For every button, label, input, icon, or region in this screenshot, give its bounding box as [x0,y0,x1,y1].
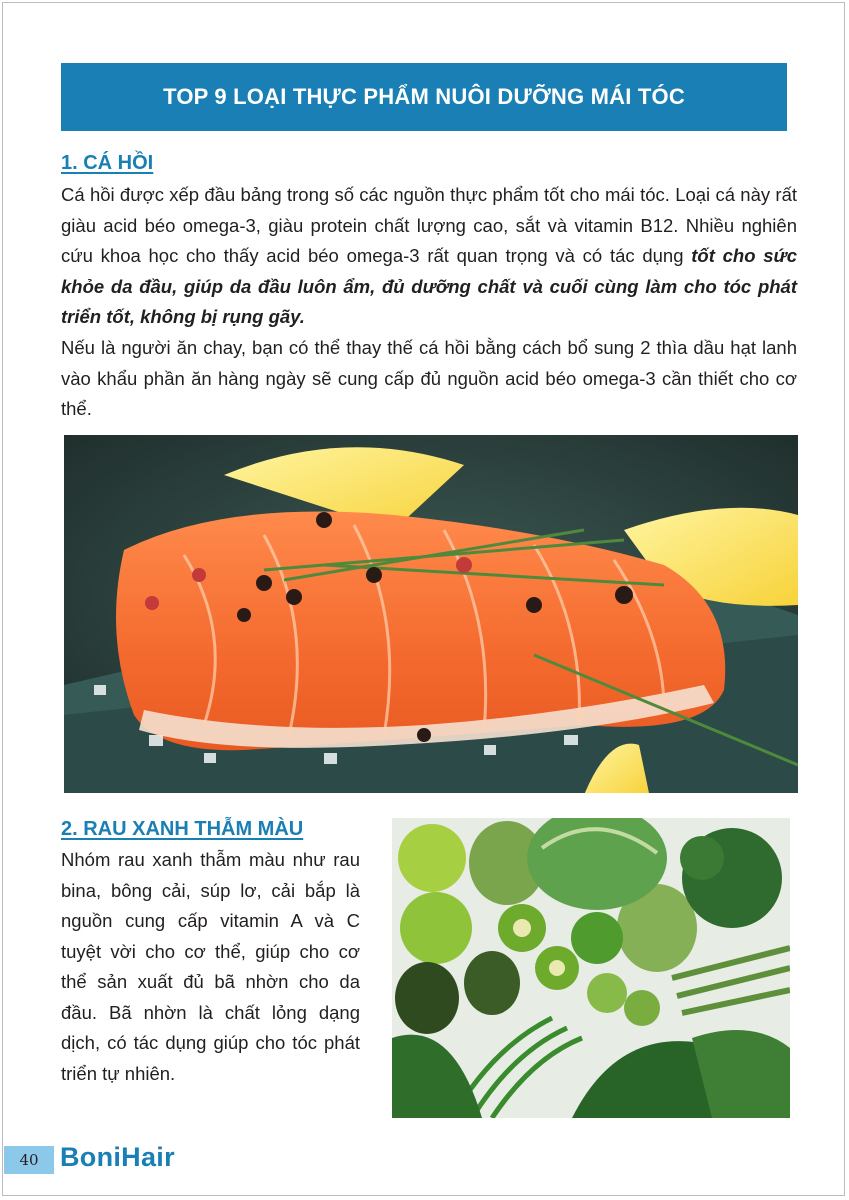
greens-photo [392,818,790,1118]
brand-logo-text: BoniHair [60,1142,175,1172]
section-2-heading: 2. RAU XANH THẪM MÀU [61,818,304,840]
page-number: 40 [4,1146,54,1174]
section-2-paragraph: Nhóm rau xanh thẫm màu như rau bina, bông cải, súp lơ, cải bắp là nguồn cung cấp vitamin A và C tuyệt vời cho cơ thể, giúp cho cơ thể sản xuất đủ bã nhờn cho da đầu. Bã nhờn là chất lỏng dạng dịch, có tác dụng giúp cho tóc phát triển tự nhiên. [61,849,360,1084]
title-banner [61,63,787,131]
section-1-emphasis: tốt cho sức khỏe da đầu, giúp da đầu luôn ẩm, đủ dưỡng chất và cuối cùng làm cho tóc phát triển tốt, không bị rụng gãy. [61,245,798,327]
section-1-paragraph-1 [61,180,797,333]
section-1-text: Cá hồi được xếp đầu bảng trong số các nguồn thực phẩm tốt cho mái tóc. Loại cá này rất giàu acid béo omega-3, giàu protein chất lượng cao, sắt và vitamin B12. Nhiều nghiên cứu khoa học cho thấy acid béo omega-3 rất quan trọng và có tác dụng [61,184,797,266]
section-1-paragraph-2: Nếu là người ăn chay, bạn có thể thay thế cá hồi bằng cách bổ sung 2 thìa dầu hạt lanh vào khẩu phần ăn hàng ngày sẽ cung cấp đủ nguồn acid béo omega-3 cần thiết cho cơ thể. [61,337,797,419]
page-title: TOP 9 LOẠI THỰC PHẨM NUÔI DƯỠNG MÁI TÓC [163,84,685,109]
salmon-photo [64,435,798,793]
section-1-heading: 1. CÁ HỒI [61,152,154,174]
